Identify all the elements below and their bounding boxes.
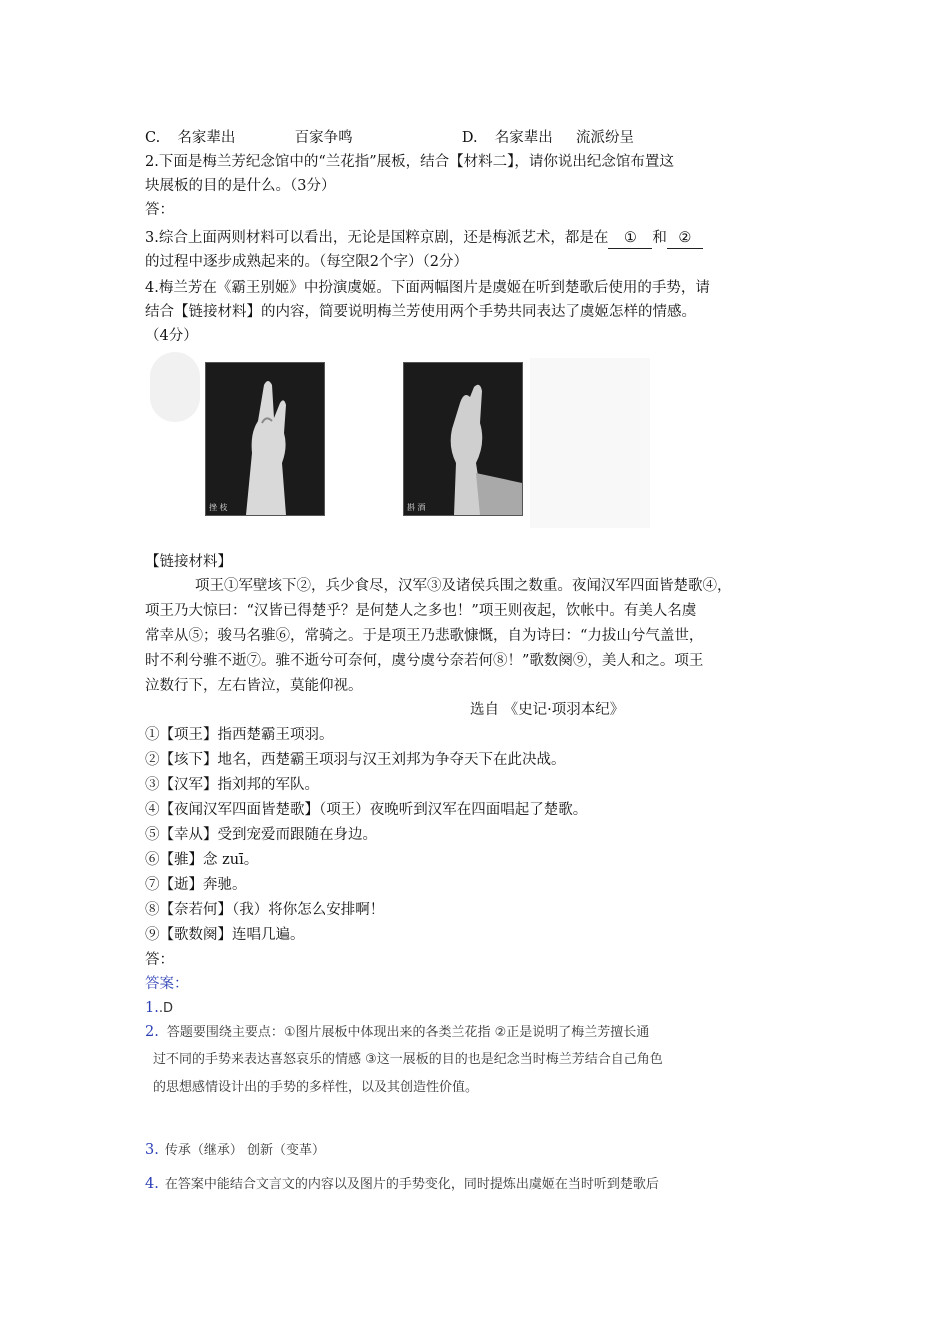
option-c-text-a: 名家辈出: [177, 130, 236, 146]
answer-1: [145, 998, 173, 1019]
answer-3-text: 传承（继承） 创新（变革）: [164, 1143, 325, 1158]
answer-3: [145, 1140, 325, 1161]
answers-heading: 答案：: [145, 976, 189, 992]
link-para-line1a: 项王①军壁垓下: [195, 578, 297, 594]
note-item: ③【汉军】指刘邦的军队。: [145, 777, 319, 793]
answer-4-number: 4.: [145, 1176, 159, 1192]
answer-4: [145, 1174, 659, 1195]
hand-gesture-photo-2: [403, 362, 523, 516]
q3-line1: [145, 228, 703, 249]
link-source: 选自 《史记·项羽本纪》: [470, 702, 625, 718]
option-d-text-b: 流派纷呈: [576, 130, 634, 146]
q3-line1-pre: 3.综合上面两则: [145, 230, 246, 246]
note-item: ⑦【逝】奔驰。: [145, 877, 247, 893]
q3-blank-2: ②: [667, 228, 703, 249]
link-para-line5: 泣数行下，左右皆泣，莫能仰视。: [145, 678, 363, 694]
answer-2-line3: 的思想感情设计出的手势的多样性，以及其创造性价值。: [153, 1080, 479, 1095]
q2-answer-label: 答：: [145, 202, 174, 218]
q3-and: 和: [652, 230, 667, 246]
q4-line2: 结合【链接材料】的内容，简要说明梅兰芳使用两个手势共同表达了虞姬怎样的情感。: [145, 304, 696, 320]
option-d-text-a: 名家辈出: [494, 130, 553, 146]
link-para-line1: [195, 576, 732, 596]
note-item: ④【夜闻汉军四面皆楚歌】（项王）夜晚听到汉军在四面唱起了楚歌。: [145, 802, 588, 818]
answer-4-text: 在答案中能结合文言文的内容以及图片的手势变化，同时提炼出虞姬在当时听到楚歌后: [164, 1177, 659, 1192]
answer-3-number: 3.: [145, 1142, 159, 1158]
q2-line1: 2.下面是梅兰芳纪念馆中的“兰花指”展板，结合【材料二】，请你说出纪念馆布置这: [145, 154, 674, 170]
answer-2-line2: 过不同的手势来表达喜怒哀乐的情感 ③这一展板的目的也是纪念当时梅兰芳结合自己角色: [153, 1052, 663, 1067]
option-d-label: D.: [461, 130, 478, 146]
answer-1-number: 1.: [145, 1000, 159, 1016]
hand-gesture-photo-1: [205, 362, 325, 516]
q4-line1: 4.梅兰芳在《霸王别姬》中扮演虞姬。下面两幅图片是虞姬在听到楚歌后使用的手势，请: [145, 280, 710, 296]
note-item: ⑤【幸从】受到宠爱而跟随在身边。: [145, 827, 377, 843]
link-para-line2: 项王乃大惊曰：“汉皆已得楚乎？是何楚人之多也！”项王则夜起，饮帐中。有美人名虞: [145, 603, 697, 619]
photo-2-caption: 斟 酒: [407, 503, 426, 512]
final-answer-label: 答：: [145, 952, 174, 968]
note-item: ①【项王】指西楚霸王项羽。: [145, 727, 334, 743]
note-item: ⑥【骓】念 zuī。: [145, 852, 259, 868]
option-c-label: C.: [145, 130, 161, 146]
q3-blank-1: ①: [608, 228, 652, 249]
answer-2-line1: 答题要围绕主要点：①图片展板中体现出来的各类兰花指 ②正是说明了梅兰芳擅长通: [166, 1025, 650, 1040]
link-para-line1b: ②，兵少食尽，汉军③及诸侯兵围之数重。夜闻汉军四面皆楚歌④，: [296, 578, 732, 594]
answer-2-number: 2.: [145, 1024, 159, 1040]
photo-1-caption: 挫 枝: [209, 503, 228, 512]
answer-2: [145, 1022, 649, 1043]
hand-gesture-2-icon: [404, 363, 522, 515]
note-item: ②【垓下】地名，西楚霸王项羽与汉王刘邦为争夺天下在此决战。: [145, 752, 566, 768]
note-item: ⑧【奈若何】（我）将你怎么安排啊！: [145, 902, 385, 918]
q4-line3: （4分）: [145, 328, 198, 344]
q3-line1-mid: 材料可以看出，无论是国粹京剧，还是梅派艺术，都是在: [245, 230, 609, 246]
scan-shadow: [150, 352, 200, 422]
link-para-line3: 常幸从⑤；骏马名骓⑥，常骑之。于是项王乃悲歌慷慨，自为诗曰：“力拔山兮气盖世，: [145, 628, 704, 644]
hand-gesture-1-icon: [206, 363, 324, 515]
link-material-title: 【链接材料】: [145, 554, 232, 570]
q1-options: [145, 128, 634, 148]
note-item: ⑨【歌数阕】连唱几遍。: [145, 927, 305, 943]
q2-line2: 块展板的目的是什么。（3分）: [145, 178, 336, 194]
scan-shadow: [530, 358, 650, 528]
link-para-line4: 时不利兮骓不逝⑦。骓不逝兮可奈何，虞兮虞兮奈若何⑧！”歌数阕⑨，美人和之。项王: [145, 653, 704, 669]
q3-line2: 的过程中逐步成熟起来的。（每空限2个字）（2分）: [145, 254, 468, 270]
answer-1-text: .D: [158, 1001, 173, 1016]
option-c-text-b: 百家争鸣: [294, 130, 353, 146]
